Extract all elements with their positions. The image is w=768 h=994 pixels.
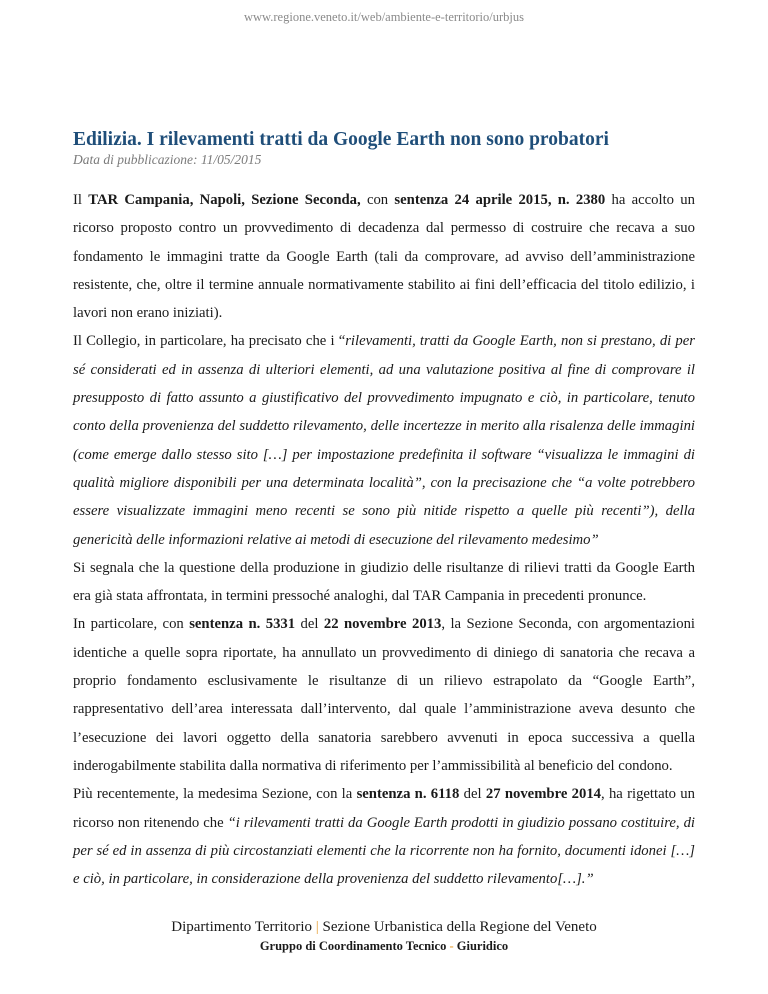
p5-sentence-ref: sentenza n. 6118 bbox=[356, 786, 460, 803]
footer-group: Gruppo di Coordinamento Tecnico bbox=[259, 939, 447, 953]
footer-line-2 bbox=[0, 937, 768, 955]
footer-line-1 bbox=[0, 917, 768, 937]
footer-dept: Dipartimento Territorio bbox=[171, 919, 312, 935]
page-footer bbox=[0, 917, 768, 955]
paragraph-4 bbox=[73, 610, 695, 780]
p2-quote: rilevamenti, tratti da Google Earth, non si prestano, di per sé considerati ed in assenza di ulteriori elementi, ad una valutazione positiva al fine di comprovare il presupposto di fatto assunto a giustificativo del provvedimento impugnato e ciò, in particolare, tenuto conto della provenienza del suddetto rilevamento, delle incertezze in merito alla risalenza delle immagini (come emerge dallo stesso sito […] per impostazione predefinita il software “visualizza le immagini di qualità migliore disponibili per una determinata località”, con la precisazione che “a volte potrebbero essere visualizzate immagini meno recenti se sono più nitide rispetto a quelle più recenti”), della genericità delle informazioni relative ai metodi di esecuzione del rilevamento medesimo” bbox=[73, 333, 695, 548]
p5-date: 27 novembre 2014 bbox=[485, 786, 602, 803]
p1-text-a: Il bbox=[73, 192, 89, 208]
p5-text-e: , ha rigettato un ricorso non ritenendo che bbox=[73, 786, 695, 831]
p5-text-c: del bbox=[459, 786, 486, 803]
article-title: Edilizia. I rilevamenti tratti da Google Earth non sono probatori bbox=[73, 129, 609, 150]
paragraph-2 bbox=[73, 327, 695, 553]
p4-date: 22 novembre 2013 bbox=[323, 616, 442, 633]
p5-text-a: Più recentemente, la medesima Sezione, con la bbox=[73, 786, 357, 803]
paragraph-5 bbox=[73, 780, 695, 893]
footer-separator: | bbox=[315, 919, 319, 935]
p4-text-c: del bbox=[295, 616, 324, 633]
p2-text-a: Il Collegio, in particolare, ha precisato che i “ bbox=[73, 333, 346, 350]
p5-quote: “i rilevamenti tratti da Google Earth prodotti in giudizio possano costituire, di per sé ed in assenza di più circostanziati elementi che la ricorrente non ha fornito, documenti idonei […] e ciò, in particolare, in considerazione della provenienza del suddetto rilevamento[…].” bbox=[73, 814, 695, 888]
publication-date: Data di pubblicazione: 11/05/2015 bbox=[73, 152, 262, 167]
p4-sentence-ref: sentenza n. 5331 bbox=[189, 616, 296, 633]
p4-text-e: , la Sezione Seconda, con argomentazioni identiche a quelle sopra riportate, ha annullato un provvedimento di diniego di sanatoria che recava a proprio fondamento esclusivamente le risultanze di un rilievo estrapolato da “Google Earth”, rappresentativo dell’area interessata dall’intervento, dal quale l’amministrazione aveva desunto che l’esecuzione dei lavori oggetto della sanatoria sarebbero avvenuti in epoca successiva a quella inderogabilmente stabilita dalla normativa di riferimento per l’ammissibilità al beneficio del condono. bbox=[73, 616, 695, 774]
p1-sentence-ref: sentenza 24 aprile 2015, n. 2380 bbox=[394, 192, 606, 208]
paragraph-3: Si segnala che la questione della produzione in giudizio delle risultanze di rilievi tratti da Google Earth era già stata affrontata, in termini pressoché analoghi, dal TAR Campania in precedenti pronunce. bbox=[73, 559, 695, 605]
p4-text-a: In particolare, con bbox=[73, 616, 190, 633]
p1-court: TAR Campania, Napoli, Sezione Seconda, bbox=[88, 192, 361, 208]
footer-dash: - bbox=[449, 939, 454, 953]
article-body bbox=[73, 186, 695, 893]
paragraph-1 bbox=[73, 186, 695, 327]
footer-section: Sezione Urbanistica della Regione del Veneto bbox=[322, 919, 597, 935]
header-url: www.regione.veneto.it/web/ambiente-e-territorio/urbjus bbox=[244, 10, 524, 24]
footer-legal: Giuridico bbox=[456, 939, 509, 953]
p1-text-c: con bbox=[360, 192, 395, 208]
p1-text-e: ha accolto un ricorso proposto contro un provvedimento di decadenza dal permesso di costruire che recava a suo fondamento le immagini tratte da Google Earth (tali da comprovare, ad avviso dell’amministrazione resistente, che, oltre il termine annuale normativamente stabilito ai fini dell’efficacia del titolo edilizio, i lavori non erano iniziati). bbox=[73, 192, 695, 322]
